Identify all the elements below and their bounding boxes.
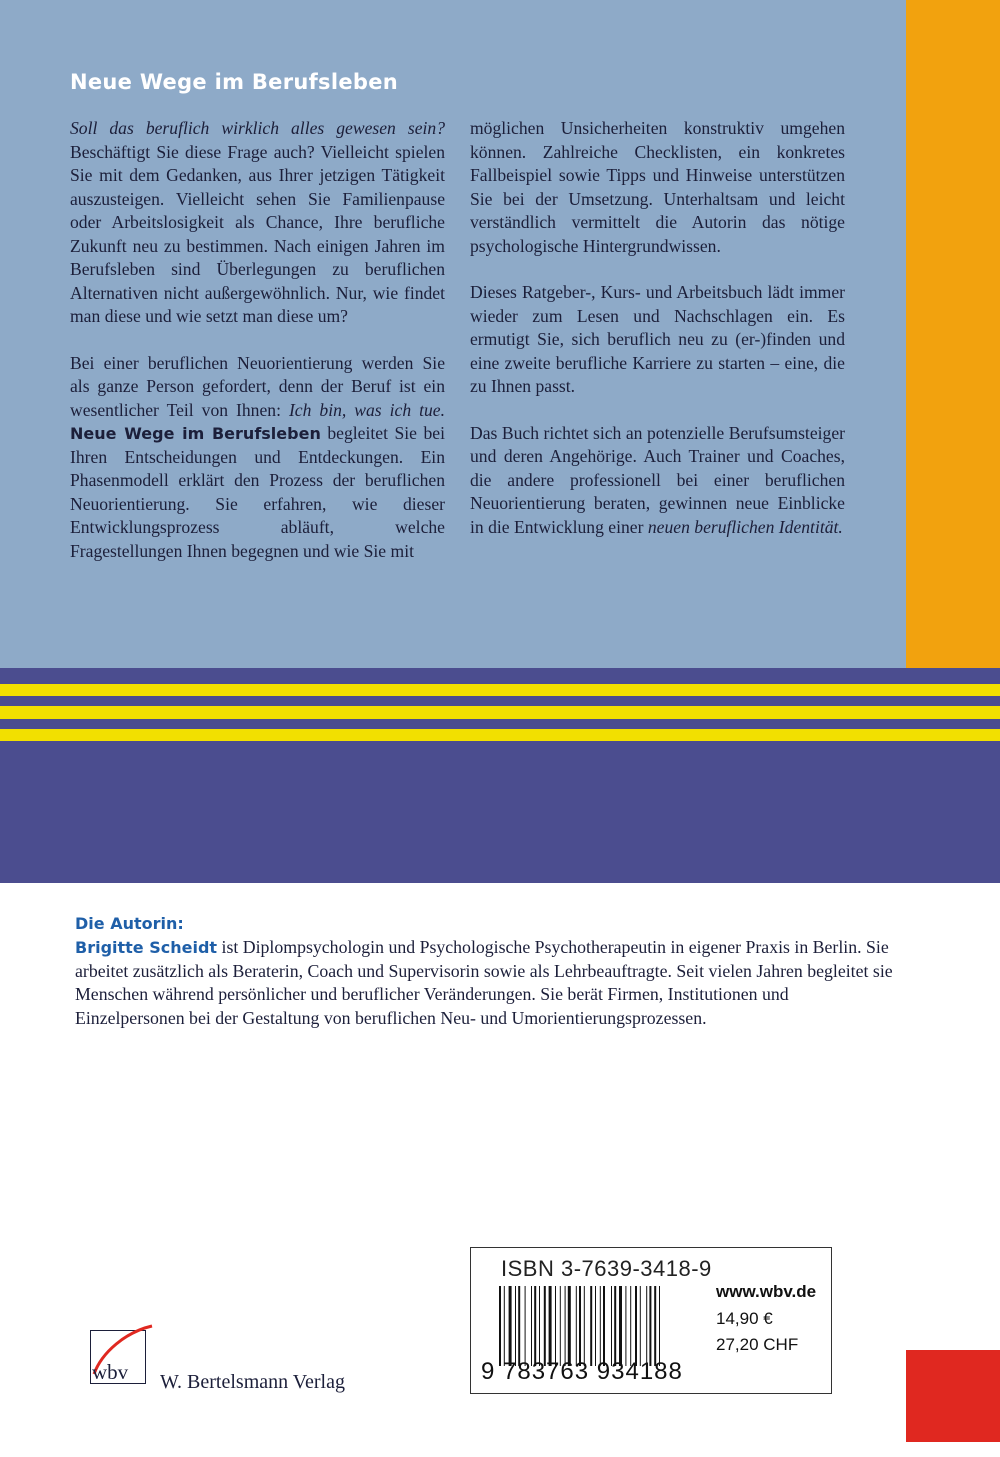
blurb-left-column (70, 117, 445, 586)
navy-band (0, 719, 1000, 729)
barcode-bar (619, 1286, 622, 1366)
cover-heading: Neue Wege im Berufsleben (70, 70, 399, 94)
barcode-bar (565, 1286, 566, 1366)
isbn-number: ISBN 3-7639-3418-9 (501, 1256, 712, 1281)
blurb-question: Soll das beruflich wirklich alles gewesen sein? (70, 118, 445, 138)
book-title-inline: Neue Wege im Berufsleben (70, 424, 321, 443)
barcode-bar (534, 1286, 536, 1366)
red-accent-block (906, 1350, 1000, 1442)
author-bio (75, 936, 895, 1030)
barcode-bar (504, 1286, 505, 1366)
blurb-text: begleitet Sie bei Ihren Entscheidungen und Entdeckungen. Ein Phasenmodell erklärt den Prozess der beruflichen Neuorientierung. Sie erfahren, wie dieser Entwicklungsprozess abläuft, welche Fragestellungen Ihnen begegnen und wie Sie mit (70, 423, 445, 561)
author-name: Brigitte Scheidt (75, 938, 218, 957)
price-eur: 14,90 € (716, 1309, 773, 1328)
barcode-bar (499, 1286, 501, 1366)
barcode-bar (635, 1286, 637, 1366)
yellow-stripe (0, 684, 1000, 696)
navy-band (0, 668, 1000, 684)
ean-number: 9 783763 934188 (481, 1358, 683, 1385)
author-bio-text: ist Diplompsychologin und Psychologische Psychotherapeutin in eigener Praxis in Berlin. Sie arbeitet zusätzlich als Beraterin, Coach und Supervisorin sowie als Lehrbeauftragte. Seit vielen Jahren begleitet sie Menschen während persönlicher und beruflicher Veränderungen. Sie berät Firmen, Institutionen und Einzelpersonen bei der Gestaltung von beruflichen Neu- und Umorientierungsprozessen. (75, 937, 893, 1028)
barcode-bar (600, 1286, 601, 1366)
barcode-bar (630, 1286, 631, 1366)
barcode-bar (539, 1286, 540, 1366)
author-label: Die Autorin: (75, 914, 184, 933)
blurb-paragraph: möglichen Unsicherheiten konstruktiv umgehen können. Zahlreiche Checklisten, ein konkretes Fallbeispiel sowie Tipps und Hinweise unterstützen Sie bei der Umsetzung. Unterhaltsam und leicht verständlich vermittelt die Autorin das nötige psychologische Hintergrundwissen. (470, 118, 845, 256)
barcode-bar (560, 1286, 561, 1366)
barcode-bar (549, 1286, 552, 1366)
barcode-bar (576, 1286, 577, 1366)
blurb-paragraph (470, 422, 845, 540)
barcode-bar (654, 1286, 656, 1366)
blurb-text: Das Buch richtet sich an potenzielle Berufsumsteiger und deren Angehörige. Auch Trainer und Coaches, die andere professionell bei einer beruflichen Neuorientierung beraten, gewinnen neue Einblicke in die Entwicklung einer (470, 422, 845, 537)
barcode-bar (625, 1286, 626, 1366)
blurb-paragraph: Dieses Ratgeber-, Kurs- und Arbeitsbuch lädt immer wieder zum Lesen und Nachschlagen ein. Es ermutigt Sie, sich beruflich neu zu (er-)finden und eine zweite berufliche Karriere zu starten – eine, die zu Ihnen passt. (470, 282, 845, 396)
barcode-bar (515, 1286, 516, 1366)
barcode-bar (584, 1286, 585, 1366)
barcode-bar (544, 1286, 546, 1366)
barcode-bar (531, 1286, 532, 1366)
barcode-bar (649, 1286, 651, 1366)
blurb-emphasis: neuen beruflichen Identität. (647, 516, 843, 537)
publisher-website: www.wbv.de (716, 1282, 817, 1301)
navy-band (0, 741, 1000, 883)
barcode-bar (579, 1286, 581, 1366)
wbv-logo (88, 1322, 158, 1382)
barcode-bar (646, 1286, 647, 1366)
barcode-bar (603, 1286, 605, 1366)
publisher-name: W. Bertelsmann Verlag (160, 1371, 345, 1393)
barcode-bar (595, 1286, 596, 1366)
barcode-bar (509, 1286, 512, 1366)
isbn-barcode-box (470, 1247, 832, 1394)
logo-text: wbv (92, 1360, 129, 1384)
yellow-stripe (0, 729, 1000, 741)
yellow-stripe (0, 706, 1000, 719)
barcode-bar (611, 1286, 612, 1366)
barcode-bar (518, 1286, 520, 1366)
barcode-bar (525, 1286, 526, 1366)
barcode-bar (568, 1286, 571, 1366)
barcode-bar (614, 1286, 616, 1366)
blurb-paragraph (70, 117, 445, 329)
blurb-paragraph (70, 352, 445, 564)
barcode-bar (659, 1286, 660, 1366)
barcode-icon (499, 1286, 719, 1366)
barcode-bar (590, 1286, 592, 1366)
blurb-quote: Ich bin, was ich tue. (288, 399, 445, 420)
price-chf: 27,20 CHF (716, 1335, 799, 1354)
navy-band (0, 696, 1000, 706)
barcode-bar (640, 1286, 641, 1366)
blurb-text: Bei einer beruflichen Neuorientierung werden Sie als ganze Person gefordert, denn der Beruf ist ein wesentlicher Teil von Ihnen: (70, 352, 445, 420)
blurb-text: Beschäftigt Sie diese Frage auch? Vielleicht spielen Sie mit dem Gedanken, aus Ihrer jetzigen Tätigkeit auszusteigen. Vielleicht sehen Sie Familienpause oder Arbeitslosigkeit als Chance, Ihre berufliche Zukunft neu zu bestimmen. Nach einigen Jahren im Berufsleben sind Überlegungen zu beruflichen Alternativen nicht außergewöhnlich. Nur, wie findet man diese und wie setzt man diese um? (70, 141, 445, 326)
blurb-right-column (470, 117, 845, 562)
orange-side-strip (906, 0, 1000, 668)
barcode-bar (555, 1286, 556, 1366)
